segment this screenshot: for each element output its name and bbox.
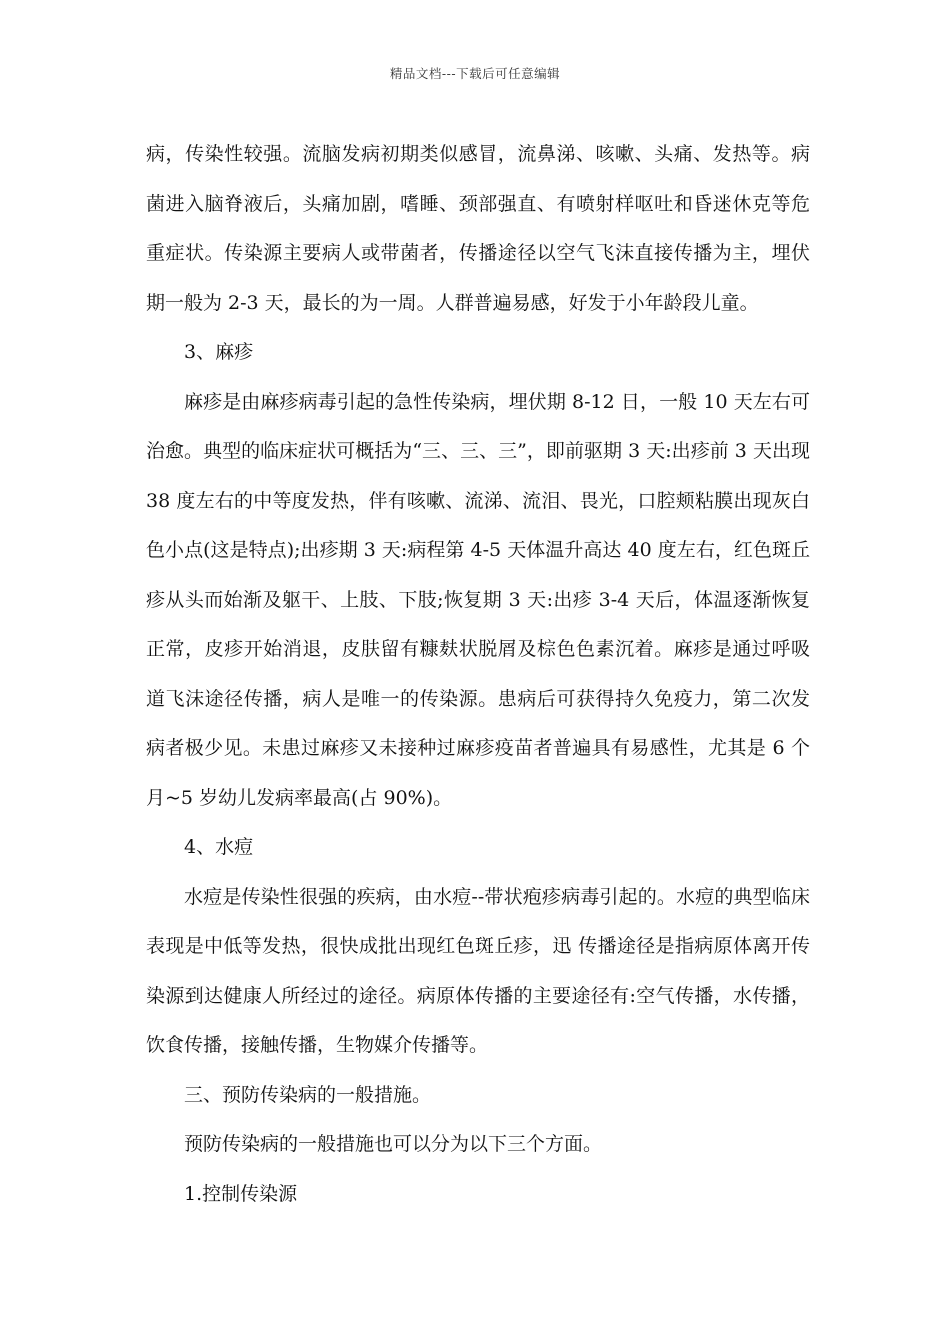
heading-prevention: 三、预防传染病的一般措施。 [184, 1083, 432, 1106]
paragraph-measles: 麻疹是由麻疹病毒引起的急性传染病，埋伏期 8-12 日，一般 10 天左右可治愈。典型的临床症状可概括为“三、三、三”，即前驱期 3 天:出疹前 3 天出现 38 度左右的中等度发热，伴有咳嗽、流涕、流泪、畏光，口腔颊粘膜出现灰白色小点(这是特点);出疹期 3 天:病程第 4-5 天体温升高达 40 度左右，红色斑丘疹从头而始渐及躯干、上肢、下肢;恢复期 3 天:出疹 3-4 天后，体温逐渐恢复正常，皮疹开始消退，皮肤留有糠麸状脱屑及棕色色素沉着。麻疹是通过呼吸道飞沫途径传播，病人是唯一的传染源。患病后可获得持久免疫力，第二次发病者极少见。未患过麻疹又未接种过麻疹疫苗者普遍具有易感性，尤其是 6 个月~5 岁幼儿发病率最高(占 90%)。 [146, 390, 810, 809]
heading-chickenpox: 4、水痘 [184, 836, 254, 858]
document-body [146, 130, 810, 1219]
heading-measles: 3、麻疹 [184, 341, 254, 363]
heading-control-source: 1.控制传染源 [184, 1182, 298, 1205]
paragraph-meningitis-cont: 病，传染性较强。流脑发病初期类似感冒，流鼻涕、咳嗽、头痛、发热等。病菌进入脑脊液后，头痛加剧，嗜睡、颈部强直、有喷射样呕吐和昏迷休克等危重症状。传染源主要病人或带菌者，传播途径以空气飞沫直接传播为主，埋伏期一般为 2-3 天，最长的为一周。人群普遍易感，好发于小年龄段儿童。 [146, 143, 810, 314]
paragraph-chickenpox: 水痘是传染性很强的疾病，由水痘--带状疱疹病毒引起的。水痘的典型临床表现是中低等发热，很快成批出现红色斑丘疹，迅 传播途径是指病原体离开传染源到达健康人所经过的途径。病原体传播的主要途径有:空气传播，水传播，饮食传播，接触传播，生物媒介传播等。 [146, 885, 810, 1056]
paragraph-prevention-intro: 预防传染病的一般措施也可以分为以下三个方面。 [184, 1133, 603, 1155]
page-header: 精品文档---下载后可任意编辑 [389, 66, 561, 81]
